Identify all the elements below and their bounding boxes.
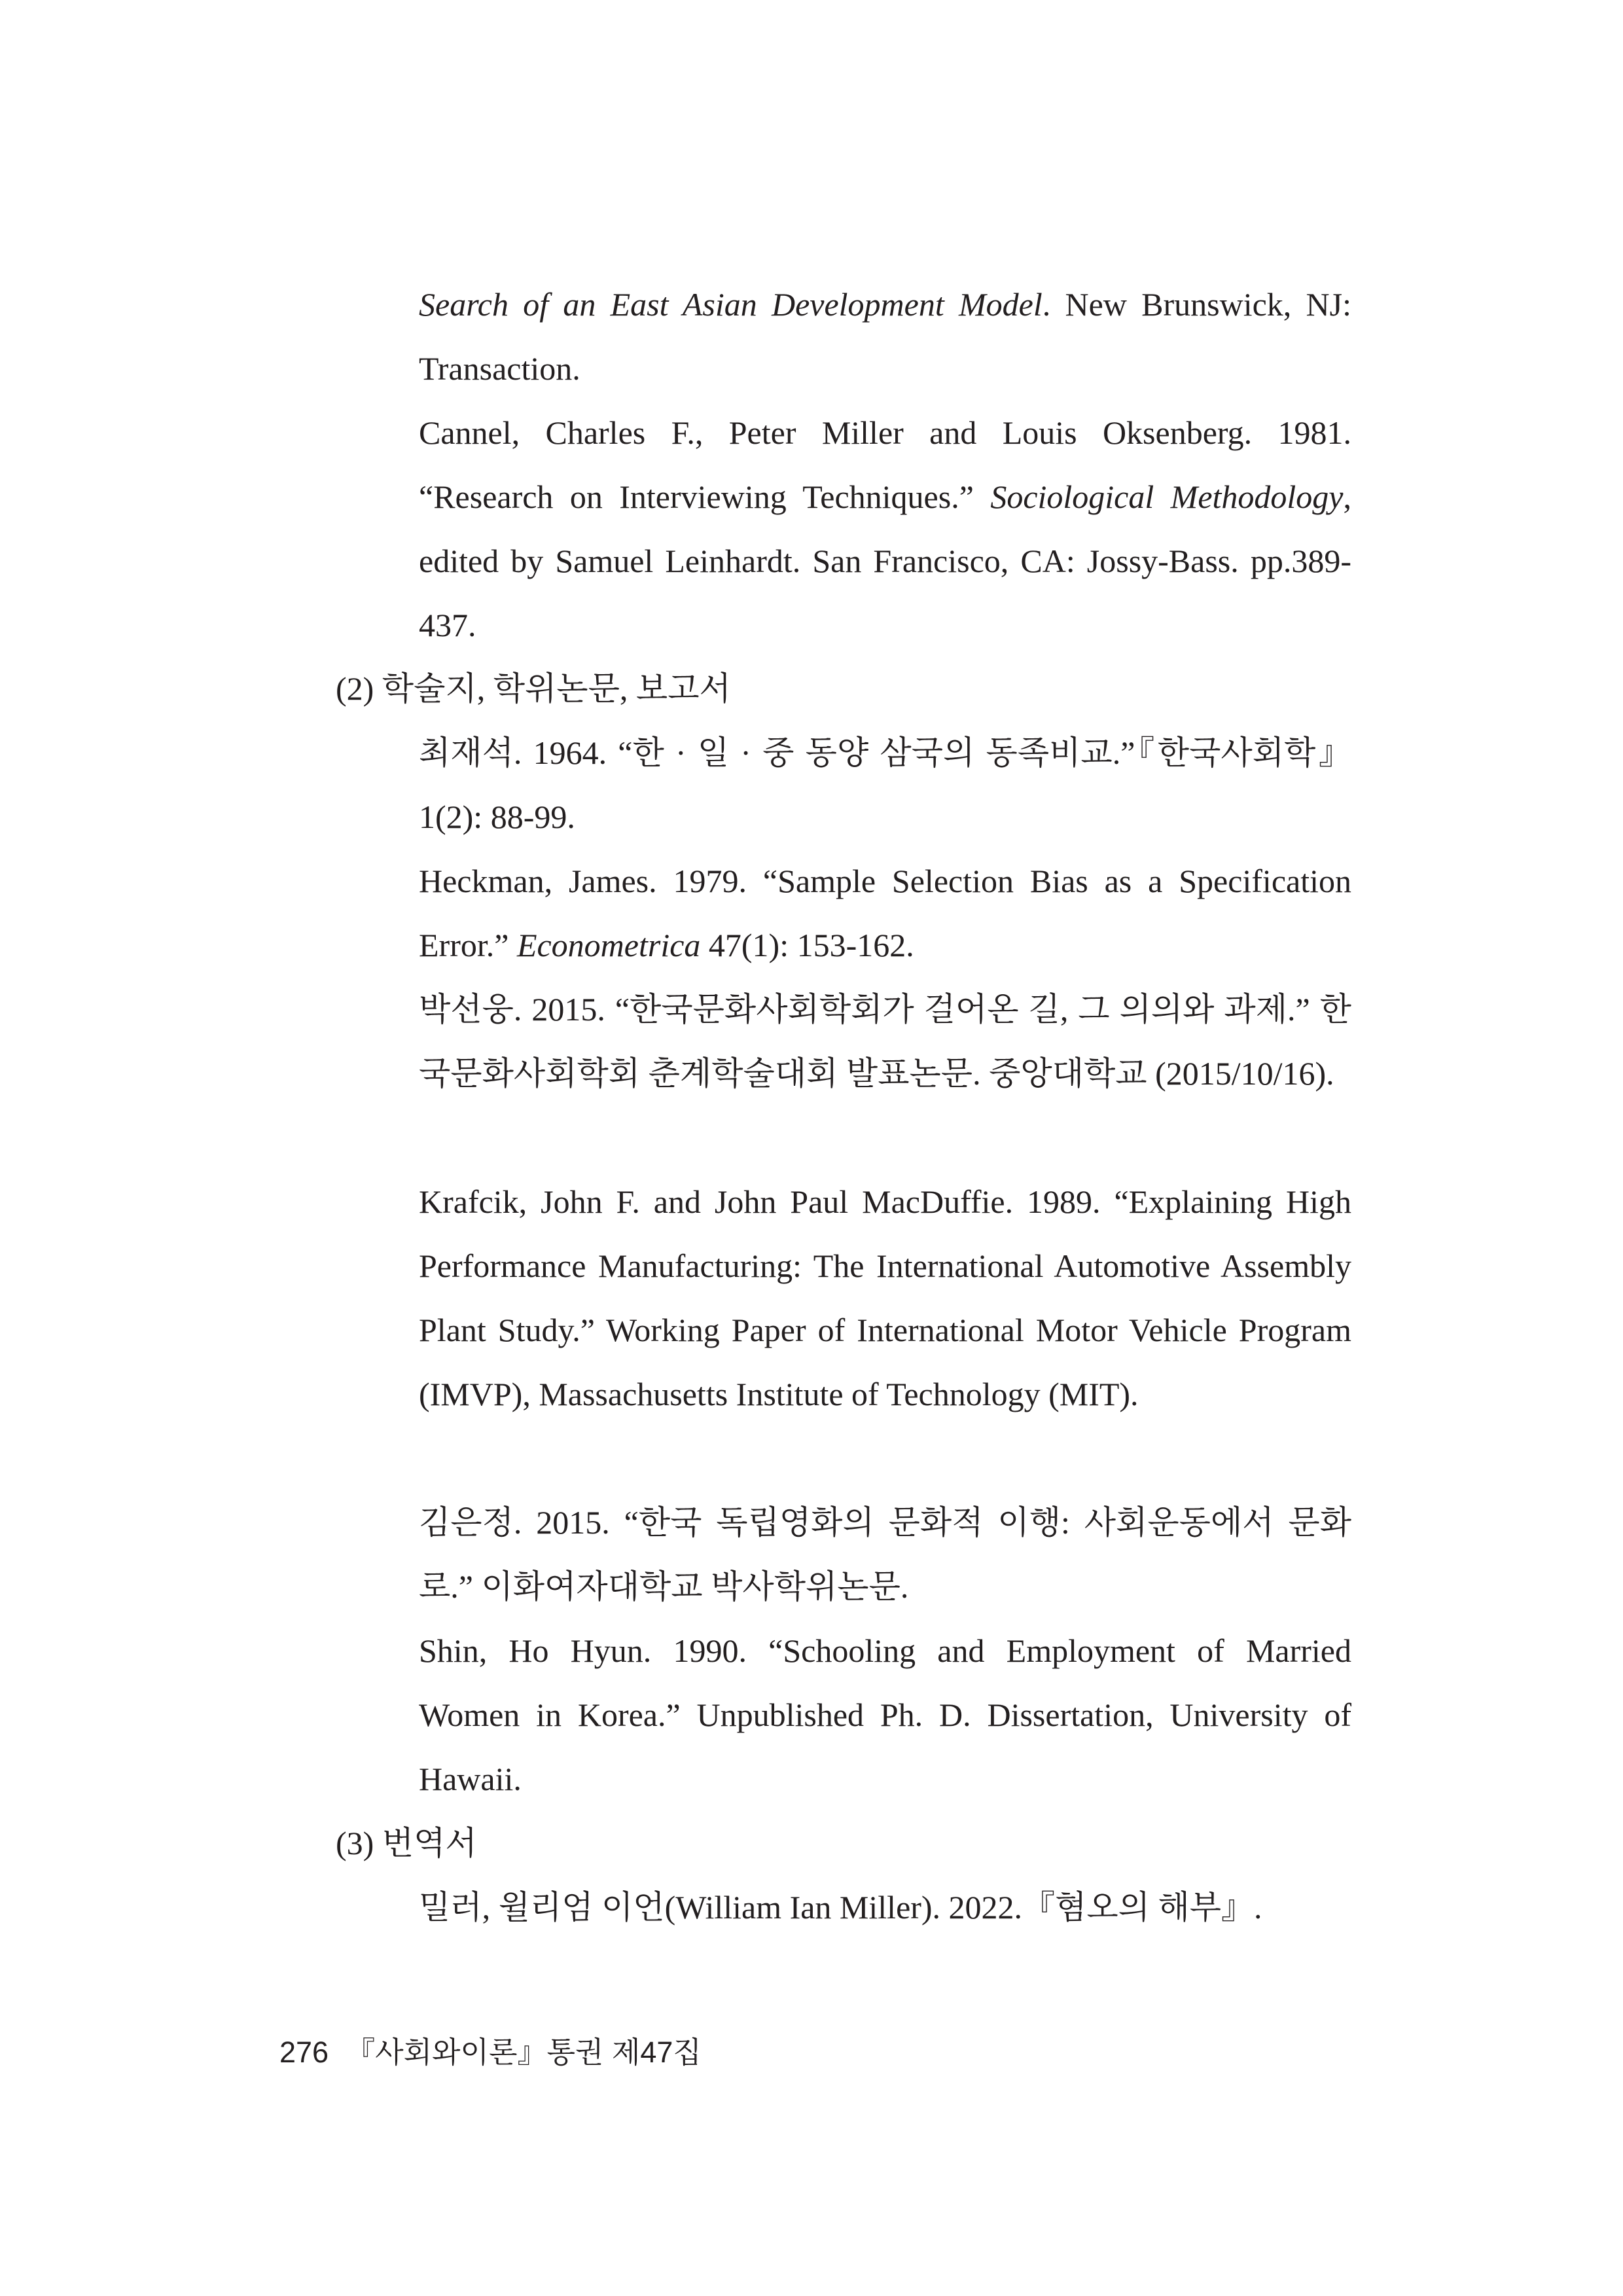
reference-entry [419, 721, 1351, 849]
reference-text: . New Brunswick, NJ: Transaction. [419, 286, 1351, 387]
reference-text: Shin, Ho Hyun. 1990. “Schooling and Employment of Married Women in Korea.” Unpublished Ph. D. Dissertation, University of Hawaii. [419, 1632, 1351, 1797]
reference-entry [419, 1490, 1351, 1619]
journal-title: 『사회와이론』통권 제47집 [346, 2036, 702, 2069]
reference-entry [419, 849, 1351, 977]
reference-text: 김은정. 2015. “한국 독립영화의 문화적 이행: 사회운동에서 문화로.” 이화여자대학교 박사학위논문. [419, 1504, 1351, 1605]
reference-text: Cannel, Charles F., Peter Miller and Louis Oksenberg. 1981. “Research on Interviewing Techniques.” [419, 414, 1351, 515]
reference-text: Krafcik, John F. and John Paul MacDuffie. 1989. “Explaining High Performance Manufacturing: The International Automotive Assembly Plant Study.” Working Paper of International Motor Vehicle Program (IMVP), Massachusetts Institute of Technology (MIT). [419, 1183, 1351, 1412]
reference-entry [419, 272, 1351, 401]
reference-text: , edited by Samuel Leinhardt. San Francisco, CA: Jossy-Bass. pp.389-437. [419, 478, 1351, 643]
reference-entry [419, 401, 1351, 657]
section-heading: (2) 학술지, 학위논문, 보고서 [336, 670, 731, 707]
reference-entry [419, 977, 1351, 1105]
page-footer [279, 2033, 702, 2072]
reference-text-italic: Search of an East Asian Development Model [419, 286, 1043, 323]
reference-text: 박선웅. 2015. “한국문화사회학회가 걸어온 길, 그 의의와 과제.” 한국문화사회학회 춘계학술대회 발표논문. 중앙대학교 (2015/10/16). [419, 991, 1351, 1092]
reference-text: 47(1): 153-162. [700, 927, 914, 963]
reference-entry [419, 1875, 1351, 1939]
reference-text: 최재석. 1964. “한 · 일 · 중 동양 삼국의 동족비교.”『한국사회학』1(2): 88-99. [419, 734, 1351, 835]
reference-text: 밀러, 윌리엄 이언(William Ian Miller). 2022.『혐오의 해부』. [419, 1889, 1262, 1926]
reference-entry [419, 1619, 1351, 1811]
reference-text: Heckman, James. 1979. “Sample Selection Bias as a Specification Error.” [419, 863, 1351, 963]
reference-text-italic: Sociological Methodology [990, 478, 1344, 515]
reference-entry [419, 1170, 1351, 1426]
section-heading: (3) 번역서 [336, 1825, 477, 1861]
reference-text-italic: Econometrica [516, 927, 701, 963]
page-number: 276 [279, 2036, 329, 2069]
